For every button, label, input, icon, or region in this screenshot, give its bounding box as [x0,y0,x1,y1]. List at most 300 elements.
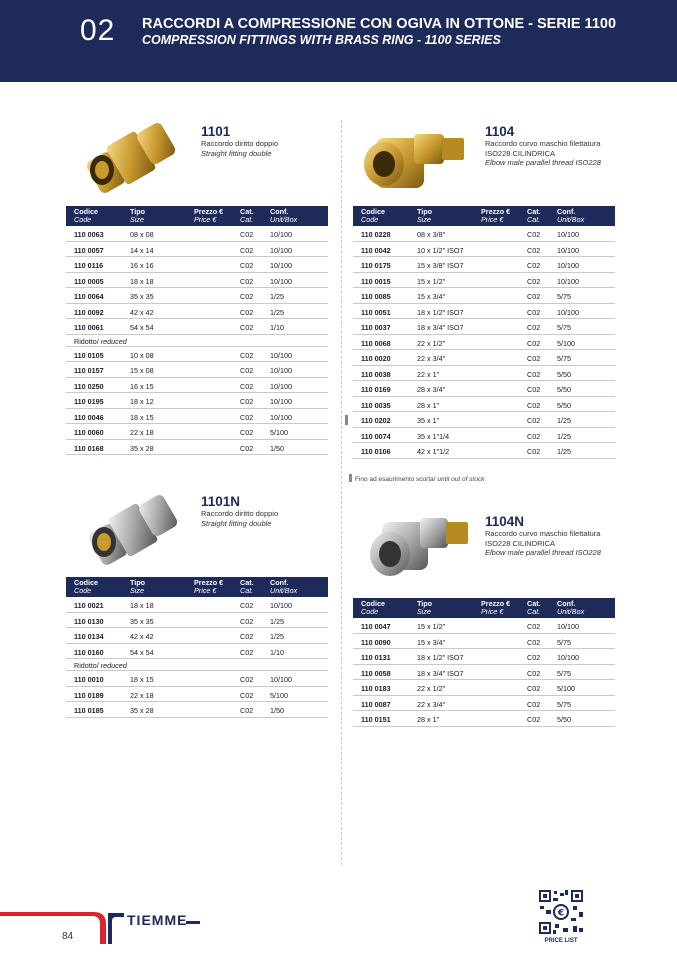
column-header-price [481,208,510,224]
desc-it: Raccordo curvo maschio filettatura ISO228 CILINDRICA [485,529,601,548]
cell-size: 28 x 1" [417,400,440,410]
cell-box: 1/25 [270,632,284,641]
cell-code: 110 0169 [361,385,391,394]
table-row [353,226,615,242]
cell-code: 110 0042 [361,245,391,255]
table-row [66,597,328,613]
cell-size: 22 x 18 [130,428,154,437]
cell-code: 110 0085 [361,292,391,301]
column-label-en: Code [74,586,92,595]
column-label-en: Size [417,215,431,224]
product-desc-1104n [485,529,615,558]
cell-code: 110 0015 [361,276,391,286]
cell-code: 110 0058 [361,668,391,678]
cell-cat: C02 [527,261,541,270]
cell-code: 110 0105 [74,350,104,360]
chapter-number: 02 [80,14,116,47]
cell-code: 110 0074 [361,431,391,441]
cell-box: 5/75 [557,668,571,678]
column-label: Conf. [557,599,576,608]
table-row [66,257,328,273]
cell-size: 10 x 1/2" ISO7 [417,245,464,255]
cell-size: 35 x 35 [130,292,154,301]
cell-box: 5/75 [557,637,571,647]
cell-box: 10/100 [270,381,292,391]
cell-size: 15 x 3/4" [417,292,446,301]
cell-cat: C02 [240,276,254,286]
table-1104n [353,598,615,727]
column-label-en: Cat. [527,607,541,616]
cell-cat: C02 [527,699,541,709]
column-label: Codice [361,599,385,608]
cell-code: 110 0106 [361,447,391,456]
stock-note [349,474,484,483]
cell-box: 10/100 [270,675,292,684]
cell-box: 5/75 [557,699,571,709]
cell-code: 110 0061 [74,323,104,332]
cell-cat: C02 [240,647,254,657]
cell-code: 110 0189 [74,690,104,700]
column-header-code [74,208,98,224]
column-label-en: Price € [481,607,504,616]
table-row [353,443,615,459]
cell-box: 1/25 [270,616,284,626]
page-header [0,0,677,82]
table-row [66,628,328,644]
table-header [66,577,328,597]
column-header-cat [240,579,254,595]
cell-size: 15 x 3/8" ISO7 [417,261,464,270]
cell-code: 110 0010 [74,675,104,684]
cell-code: 110 0134 [74,632,104,641]
cell-size: 22 x 3/4" [417,354,446,363]
cell-size: 18 x 18 [130,276,154,286]
column-label-en: Unit/Box [270,215,298,224]
column-label-en: Code [74,215,92,224]
cell-cat: C02 [240,632,254,641]
cell-size: 18 x 12 [130,397,154,406]
table-row [353,350,615,366]
cell-box: 10/100 [270,412,292,422]
cell-code: 110 0250 [74,381,104,391]
cell-cat: C02 [240,428,254,437]
cell-box: 5/50 [557,385,571,394]
cell-code: 110 0063 [74,230,104,239]
cell-cat: C02 [527,230,541,239]
table-row [353,428,615,444]
cell-cat: C02 [240,675,254,684]
column-label: Tipo [130,578,146,587]
cell-size: 18 x 15 [130,675,154,684]
table-row [66,702,328,718]
cell-cat: C02 [240,323,254,332]
column-label: Conf. [270,578,289,587]
product-code-1101n: 1101N [201,494,241,509]
cell-cat: C02 [527,447,541,456]
cell-size: 35 x 28 [130,443,154,453]
stock-marker [349,474,352,482]
product-code-1101: 1101 [201,124,231,139]
cell-size: 42 x 42 [130,307,154,317]
table-row [66,319,328,335]
table-row [353,711,615,727]
column-header-size [417,208,432,224]
cell-cat: C02 [527,715,541,724]
column-header-box [557,600,584,616]
cell-code: 110 0037 [361,323,391,332]
cell-box: 5/75 [557,292,571,301]
svg-text:€: € [557,908,565,919]
cell-box: 5/50 [557,715,571,724]
table-row [353,649,615,665]
cell-code: 110 0195 [74,397,104,406]
table-row [66,378,328,394]
desc-en: Straight fitting double [201,518,272,528]
column-header-size [130,579,145,595]
cell-box: 5/100 [557,338,575,348]
table-row [353,335,615,351]
cell-box: 5/75 [557,354,571,363]
column-label-en: Unit/Box [270,586,298,595]
cell-size: 22 x 1" [417,369,440,379]
desc-en: Elbow male parallel thread ISO228 [485,158,601,167]
cell-cat: C02 [240,690,254,700]
column-label-en: Price € [194,215,217,224]
table-header [353,206,615,226]
column-header-price [194,208,223,224]
cell-size: 08 x 08 [130,230,154,239]
cell-size: 42 x 1"1/2 [417,447,450,456]
cell-box: 10/100 [557,245,579,255]
group-label-en: reduced [98,661,127,670]
table-row [353,696,615,712]
table-row [66,362,328,378]
cell-size: 28 x 3/4" [417,385,446,394]
cell-code: 110 0046 [74,412,104,422]
cell-size: 18 x 3/4" ISO7 [417,323,464,332]
column-label: Cat. [240,578,254,587]
table-row [353,319,615,335]
cell-box: 5/50 [557,400,571,410]
column-header-price [481,600,510,616]
cell-box: 10/100 [270,350,292,360]
table-row [66,671,328,687]
cell-cat: C02 [527,338,541,348]
cell-size: 18 x 1/2" ISO7 [417,307,464,317]
cell-code: 110 0130 [74,616,104,626]
column-label: Tipo [417,207,433,216]
brand-logo-text: TIEMME [127,912,188,928]
cell-code: 110 0157 [74,366,104,375]
column-header-code [361,208,385,224]
table-row [353,288,615,304]
cell-cat: C02 [527,622,541,631]
column-label: Prezzo € [481,207,511,216]
desc-it: Raccordo diritto doppio [201,139,279,148]
cell-box: 10/100 [270,366,292,375]
column-label: Cat. [527,599,541,608]
cell-cat: C02 [527,400,541,410]
column-label-en: Cat. [240,586,254,595]
cell-code: 110 0131 [361,653,391,662]
column-label: Prezzo € [194,578,224,587]
cell-code: 110 0116 [74,261,104,270]
cell-box: 10/100 [270,261,292,270]
cell-size: 54 x 54 [130,647,154,657]
cell-size: 35 x 1"1/4 [417,431,450,441]
column-header-box [270,208,297,224]
table-row [66,226,328,242]
cell-code: 110 0183 [361,684,391,693]
cell-code: 110 0035 [361,400,391,410]
table-row [66,304,328,320]
cell-code: 110 0175 [361,261,391,270]
table-row [353,397,615,413]
table-row [353,257,615,273]
cell-code: 110 0038 [361,369,391,379]
table-row [353,412,615,428]
cell-code: 110 0092 [74,307,104,317]
page-title: RACCORDI A COMPRESSIONE CON OGIVA IN OTTONE - SERIE 1100 [142,16,617,32]
cell-cat: C02 [527,292,541,301]
cell-code: 110 0064 [74,292,104,301]
column-label: Conf. [270,207,289,216]
group-label-it: Ridotto/ [74,336,99,346]
note-en: until out of stock [435,476,485,483]
cell-code: 110 0005 [74,276,104,286]
cell-size: 35 x 1" [417,416,440,425]
cell-cat: C02 [527,276,541,286]
cell-size: 18 x 15 [130,412,154,422]
stock-marker [345,415,348,425]
cell-cat: C02 [240,350,254,360]
cell-size: 54 x 54 [130,323,154,332]
cell-cat: C02 [527,431,541,441]
cell-box: 10/100 [557,261,579,270]
column-header-cat [240,208,254,224]
desc-it: Raccordo curvo maschio filettatura ISO228 CILINDRICA [485,139,601,158]
cell-size: 16 x 15 [130,381,154,391]
column-label: Codice [74,207,98,216]
cell-size: 18 x 1/2" ISO7 [417,653,464,662]
cell-size: 35 x 35 [130,616,154,626]
column-header-size [417,600,432,616]
product-desc-1101n [201,509,331,528]
desc-en: Elbow male parallel thread ISO228 [485,548,601,557]
column-label-en: Price € [194,586,217,595]
cell-cat: C02 [527,307,541,317]
cell-box: 1/10 [270,647,284,657]
cell-size: 15 x 1/2" [417,622,446,631]
cell-box: 1/25 [270,292,284,301]
column-label-en: Unit/Box [557,215,585,224]
cell-cat: C02 [240,443,254,453]
cell-cat: C02 [240,230,254,239]
table-1101n [66,577,328,718]
table-row [66,687,328,703]
qr-code-icon[interactable] [537,888,585,936]
cell-box: 1/25 [557,431,571,441]
column-label: Codice [74,578,98,587]
cell-size: 18 x 3/4" ISO7 [417,668,464,678]
cell-size: 14 x 14 [130,245,154,255]
cell-code: 110 0185 [74,706,104,715]
table-row [66,347,328,363]
cell-cat: C02 [527,668,541,678]
cell-size: 16 x 16 [130,261,154,270]
column-label: Codice [361,207,385,216]
group-label-en: reduced [98,336,127,346]
table-row [353,665,615,681]
column-label-en: Price € [481,215,504,224]
cell-code: 110 0160 [74,647,104,657]
cell-cat: C02 [240,245,254,255]
product-code-1104n: 1104N [485,514,525,529]
table-row [353,366,615,382]
cell-box: 5/50 [557,369,571,379]
cell-code: 110 0051 [361,307,391,317]
column-header-code [361,600,385,616]
cell-box: 10/100 [557,622,579,631]
cell-box: 10/100 [270,245,292,255]
column-header-size [130,208,145,224]
column-divider [341,120,342,865]
page-number: 84 [62,931,74,942]
cell-box: 1/25 [557,416,571,425]
cell-box: 10/100 [557,653,579,662]
cell-size: 15 x 1/2" [417,276,446,286]
table-1101 [66,206,328,455]
cell-cat: C02 [240,381,254,391]
cell-cat: C02 [240,616,254,626]
table-row [353,381,615,397]
product-code-1104: 1104 [485,124,515,139]
group-label [74,661,127,670]
column-label: Cat. [240,207,254,216]
desc-en: Straight fitting double [201,148,272,158]
product-desc-1104 [485,139,615,168]
cell-size: 22 x 1/2" [417,684,446,693]
cell-code: 110 0060 [74,428,104,437]
cell-code: 110 0020 [361,354,391,363]
cell-code: 110 0202 [361,416,391,425]
cell-size: 22 x 18 [130,690,154,700]
table-1104 [353,206,615,459]
table-row [353,634,615,650]
cell-code: 110 0090 [361,637,391,647]
table-header [66,206,328,226]
column-header-box [270,579,297,595]
table-row [66,409,328,425]
cell-size: 22 x 3/4" [417,699,446,709]
fitting-1101n-image [80,492,186,568]
table-row [353,273,615,289]
column-label-en: Size [417,607,431,616]
group-label-row [66,659,328,671]
table-row [66,288,328,304]
cell-size: 15 x 08 [130,366,154,375]
table-row [66,242,328,258]
table-row [66,440,328,456]
cell-cat: C02 [527,637,541,647]
table-row [353,304,615,320]
cell-cat: C02 [240,366,254,375]
cell-code: 110 0047 [361,622,391,631]
column-label: Tipo [130,207,146,216]
cell-code: 110 0021 [74,601,104,610]
cell-cat: C02 [240,307,254,317]
column-label: Conf. [557,207,576,216]
table-row [66,613,328,629]
column-header-cat [527,208,541,224]
group-label [74,337,127,346]
cell-box: 5/100 [270,690,288,700]
cell-cat: C02 [527,684,541,693]
cell-cat: C02 [527,245,541,255]
cell-cat: C02 [527,369,541,379]
column-label-en: Code [361,215,379,224]
cell-size: 18 x 18 [130,601,154,610]
table-row [353,618,615,634]
column-label-en: Unit/Box [557,607,585,616]
cell-box: 10/100 [270,276,292,286]
column-header-cat [527,600,541,616]
cell-code: 110 0068 [361,338,391,348]
fitting-1104-image [356,124,474,200]
cell-cat: C02 [240,292,254,301]
column-header-price [194,579,223,595]
page-subtitle: COMPRESSION FITTINGS WITH BRASS RING - 1100 SERIES [142,33,501,47]
cell-cat: C02 [527,653,541,662]
cell-cat: C02 [240,601,254,610]
cell-code: 110 0087 [361,699,391,709]
cell-box: 10/100 [270,397,292,406]
cell-cat: C02 [240,397,254,406]
column-label: Tipo [417,599,433,608]
cell-box: 10/100 [557,276,579,286]
cell-box: 5/75 [557,323,571,332]
cell-cat: C02 [527,354,541,363]
cell-code: 110 0057 [74,245,104,255]
cell-box: 1/25 [557,447,571,456]
table-row [353,680,615,696]
qr-label: PRICE LIST [544,938,578,944]
table-row [66,393,328,409]
cell-size: 15 x 3/4" [417,637,446,647]
cell-cat: C02 [240,706,254,715]
cell-cat: C02 [527,385,541,394]
column-label: Prezzo € [481,599,511,608]
column-header-code [74,579,98,595]
cell-box: 10/100 [270,230,292,239]
cell-size: 28 x 1" [417,715,440,724]
column-label-en: Code [361,607,379,616]
cell-box: 10/100 [557,307,579,317]
cell-box: 10/100 [557,230,579,239]
group-label-it: Ridotto/ [74,661,99,670]
cell-size: 08 x 3/8" [417,230,446,239]
column-label-en: Cat. [240,215,254,224]
cell-box: 1/50 [270,706,284,715]
table-row [353,242,615,258]
fitting-1104n-image [360,510,478,586]
cell-box: 1/50 [270,443,284,453]
cell-size: 10 x 08 [130,350,154,360]
cell-cat: C02 [240,261,254,270]
group-label-row [66,335,328,347]
table-row [66,644,328,660]
cell-box: 1/25 [270,307,284,317]
